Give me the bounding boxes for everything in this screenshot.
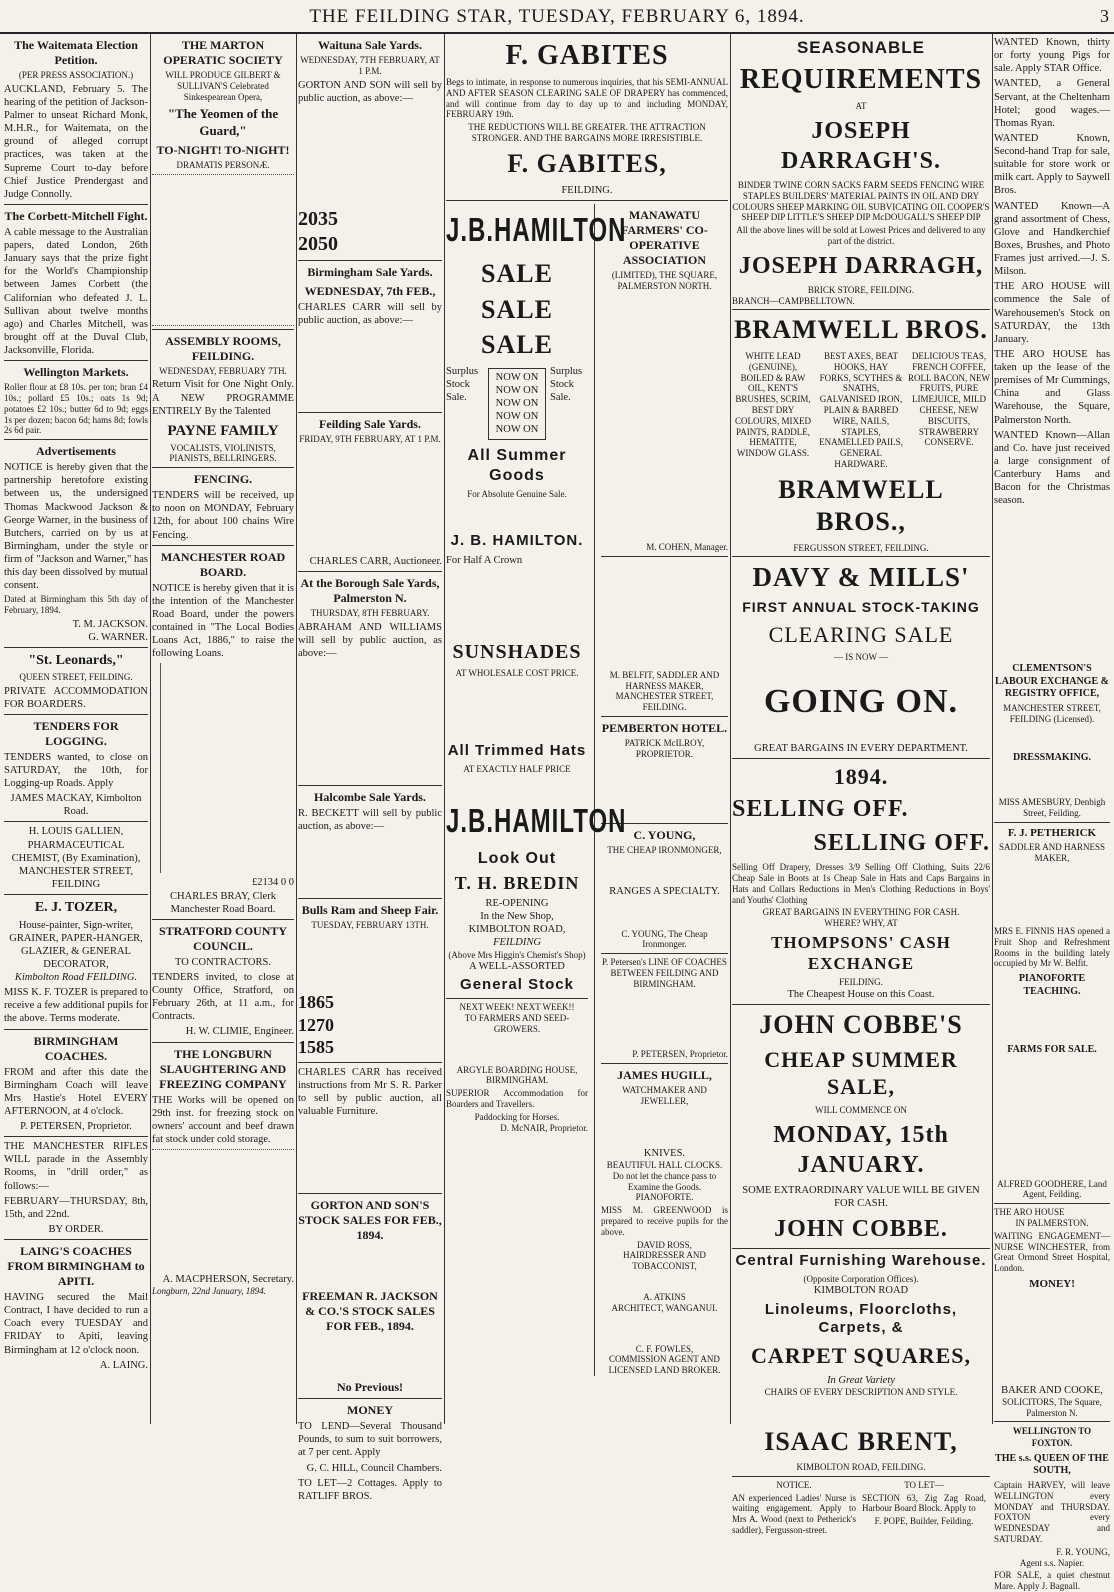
ad-darragh-note: All the above lines will be sold at Lowest Prices and delivered to any part of the district. [736, 225, 986, 247]
ad-young: C. YOUNG, [633, 827, 696, 842]
ad-gabites-feilding: FEILDING. [561, 185, 613, 197]
ad-queen-text: Captain HARVEY, will leave WELLINGTON every MONDAY and THURSDAY. FOXTON every WEDNESDAY and SATURDAY. [994, 1479, 1110, 1544]
ad-darragh-2: JOSEPH DARRAGH, [738, 252, 984, 279]
article-markets: Roller flour at £8 10s. per ton; bran £4 10s.; pollard £5 10s.; oats 1s 9d; potatoes £2 10s.; butter 6d to 9d; eggs 1s per dozen; bacon 6d; hams 8d; fowls 2s 6d pair. [4, 382, 148, 436]
ad-tozer: E. J. TOZER, [34, 900, 118, 916]
ad-gorton-sales: GORTON AND SON'S STOCK SALES FOR FEB., 1894. [298, 1198, 442, 1243]
column-rule [730, 34, 731, 1424]
stock-list [298, 107, 442, 207]
ad-darragh-brick: BRICK STORE, FEILDING. [807, 284, 915, 295]
ad-longburn: THE LONGBURN SLAUGHTERING AND FREEZING COMPANY [159, 1046, 287, 1091]
ad-goodhere: ALFRED GOODHERE, Land Agent, Feilding. [997, 1178, 1107, 1200]
ad-fencing: FENCING. [193, 472, 253, 487]
ad-dramatis: DRAMATIS PERSONÆ. [176, 159, 270, 170]
furniture-list [298, 1120, 442, 1190]
ad-feilding-sale-yards: Feilding Sale Yards. [319, 417, 421, 432]
ad-payne-family: PAYNE FAMILY [167, 422, 279, 439]
ad-young-sub: THE CHEAP IRONMONGER, [607, 844, 722, 855]
ad-piano-teaching: PIANOFORTE TEACHING. [1018, 973, 1086, 997]
ad-wanted-boxes: WANTED Known—A grand assortment of Chess, Glove and Handkerchief Boxes, Brushes, and Photo Frames just arrived.—J. S. Milson. [994, 200, 1110, 278]
ad-sunshades: SUNSHADES [452, 641, 582, 664]
ad-money-heading: MONEY! [1029, 1277, 1075, 1290]
ad-private-accommodation: PRIVATE ACCOMMODATION FOR BOARDERS. [4, 685, 148, 710]
ad-next-week: NEXT WEEK! NEXT WEEK!! [459, 1002, 575, 1013]
ad-sunshades-sub: AT WHOLESALE COST PRICE. [455, 668, 579, 679]
ad-reopening: RE-OPENING [485, 898, 549, 910]
ad-bramwell-col-b: BEST AXES, BEAT HOOKS, HAY FORKS, SCYTHES & SNATHS, GALVANISED IRON, PLAIN & BARBED WIRE, NAILS, STAPLES, ENAMELLED PAILS, GENERAL HARDWARE. [819, 350, 903, 469]
ad-gabites-title: F. GABITES [505, 40, 669, 71]
ad-stratford-text: TENDERS invited, to close at County Office, Stratford, on February 26th, at 11 a.m., for Contracts. [152, 971, 294, 1023]
ad-cheapest: The Cheapest House on this Coast. [787, 989, 935, 1001]
ad-darragh-list: BINDER TWINE CORN SACKS FARM SEEDS FENCING WIRE STAPLES BUILDERS' MATERIAL PAINTS IN OIL AND DRY COLOURS SHEEP MARKING OIL SUBVICATING OIL COOPER'S SHEEP DIP LITTLE'S SHEEP DIP McDOUGALL'S SHEEP DIP [732, 180, 990, 223]
column-rule [296, 34, 297, 1424]
ad-contractors: TO CONTRACTORS. [175, 956, 271, 968]
ad-farms-for-sale: FARMS FOR SALE. [1007, 1044, 1097, 1056]
ad-now-on: NOW ON [495, 398, 539, 410]
column-1 [4, 34, 148, 1424]
ad-commence: WILL COMMENCE ON [815, 1104, 907, 1115]
masthead [0, 6, 1114, 34]
ad-amesbury: MISS AMESBURY, Denbigh Street, Feilding. [998, 796, 1106, 818]
cast-list-block [152, 174, 294, 326]
ad-manchester-road-board: MANCHESTER ROAD BOARD. [160, 549, 286, 579]
ad-carr: CHARLES CARR will sell by public auction, as above:— [298, 301, 442, 326]
ad-sale-1: SALE [481, 259, 553, 289]
ad-sig-jackson: T. M. JACKSON. [72, 619, 148, 630]
ad-bramwell-col-a: WHITE LEAD (GENUINE), BOILED & RAW OIL, KENT'S BRUSHES, SCRIM, BEST DRY COLOURS, MIXED PAINTS, RADDLE, HEMATITE, WINDOW GLASS. [734, 350, 811, 459]
ad-now-on: NOW ON [495, 424, 539, 436]
ad-hugill-sub: WATCHMAKER AND JEWELLER, [622, 1085, 707, 1107]
ad-superior: SUPERIOR Accommodation for Boarders and Travellers. [446, 1088, 588, 1109]
ad-belfit: M. BELFIT, SADDLER AND HARNESS MAKER, MANCHESTER STREET, FEILDING. [609, 669, 720, 713]
ad-selling-off-2: SELLING OFF. [813, 830, 990, 857]
stock-list [298, 445, 442, 555]
column-4 [446, 34, 728, 1424]
ad-money: MONEY [347, 1403, 393, 1418]
column-2 [152, 34, 294, 1424]
ad-lend: TO LEND—Several Thousand Pounds, to sum to suit borrowers, at 7 per cent. Apply [298, 1421, 442, 1459]
ad-isaac-brent: ISAAC BRENT, [764, 1426, 958, 1456]
ad-bramwell-addr: FERGUSSON STREET, FEILDING. [793, 542, 929, 553]
ad-requirements: REQUIREMENTS [739, 64, 983, 96]
ad-yeomen: "The Yeomen of the Guard," [167, 106, 279, 138]
ad-clearing-sale: CLEARING SALE [768, 621, 954, 647]
page-number: 3 [1100, 6, 1110, 26]
headline-waitemata: The Waitemata Election Petition. [14, 38, 138, 67]
ad-tozer-address: Kimbolton Road FEILDING. [14, 972, 138, 984]
ad-tenders-heading: TENDERS FOR LOGGING. [33, 718, 119, 748]
ad-hamilton-logo-2: J.B.HAMILTON [446, 801, 627, 840]
ad-new-shop: In the New Shop, [480, 911, 554, 923]
ad-baker-cooke-sub: SOLICITORS, The Square, Palmerston N. [1002, 1396, 1102, 1418]
ad-feilding-sale-date: FRIDAY, 9TH FEBRUARY, AT 1 P.M. [299, 434, 441, 445]
ad-st-leonards-addr: QUEEN STREET, FEILDING. [19, 671, 133, 682]
article-waitemata: AUCKLAND, February 5. The hearing of the petition of Jackson-Palmer to unseat Richard Monk, M.H.R., for Waitemata, on the ground of alleged corrupt practices, was taken at the Supreme Court to-day before Chief Justice Prendergast and Judge Connolly. [4, 83, 148, 200]
ad-aro-house-3-sub: IN PALMERSTON. [1015, 1217, 1089, 1228]
ad-marton-operatic: THE MARTON OPERATIC SOCIETY [163, 38, 283, 67]
ad-gorton: GORTON AND SON will sell by public auction, as above:— [298, 79, 442, 104]
ad-mackay: JAMES MACKAY, Kimbolton Road. [10, 793, 142, 818]
ad-climie: H. W. CLIMIE, Engineer. [185, 1026, 294, 1038]
ad-surplus-right: Surplus Stock Sale. [550, 365, 583, 404]
ad-baker-cooke: BAKER AND COOKE, [1001, 1384, 1103, 1396]
column-6 [994, 34, 1110, 1592]
ad-aro-house-2: THE ARO HOUSE has taken up the lease of the premises of Mr Cummings, China and Glass Warehouse, the Square, Palmerston North. [994, 348, 1110, 426]
ad-kimbolton: KIMBOLTON ROAD, [468, 924, 566, 936]
ad-birmingham-coaches: BIRMINGHAM COACHES. [33, 1033, 119, 1063]
ad-longburn-date: Longburn, 22nd January, 1894. [152, 1286, 267, 1297]
column-rule [150, 34, 151, 1424]
ad-cohen: M. COHEN, Manager. [646, 542, 728, 552]
ad-kimbolton-road: KIMBOLTON ROAD [813, 1285, 909, 1297]
ad-atkins: A. ATKINS [643, 1291, 686, 1302]
ad-petherick-sub: SADDLER AND HARNESS MAKER, [998, 842, 1105, 864]
ad-tonight: TO-NIGHT! TO-NIGHT! [156, 142, 290, 157]
ad-where: WHERE? WHY, AT [824, 918, 898, 929]
lot-2035: 2035 [298, 207, 338, 230]
ad-sale-3: SALE [481, 330, 553, 360]
ad-rifles: THE MANCHESTER RIFLES WILL parade in the Assembly Rooms, in "drill order," as follows:— [4, 1141, 148, 1192]
sales-schedule [298, 1336, 442, 1376]
ad-look-out: Look Out [477, 849, 557, 867]
headline-advertisements: Advertisements [36, 444, 116, 459]
sales-schedule [298, 1245, 442, 1285]
ad-gabites-text: Begs to intimate, in response to numerous inquiries, that his SEMI-ANNUAL AND AFTER SEASON CLEARING SALE OF DRAPERY has commenced, and will continue from day to day up to and including MONDAY, FEBRUARY 19th. [446, 77, 728, 120]
ad-tozer-trades: House-painter, Sign-writer, GRAINER, PAPER-HANGER, GLAZIER, & GENERAL DECORATOR, [9, 919, 143, 970]
ad-aro-house-1: THE ARO HOUSE will commence the Sale of Warehousemen's Stock on SATURDAY, the 13th January. [994, 281, 1110, 345]
column-5 [732, 34, 990, 1535]
ad-well-assorted: A WELL-ASSORTED [469, 961, 565, 973]
ad-nurse-text: AN experienced Ladies' Nurse is waiting engagement. Apply to Mrs A. Wood (next to Petherick's saddler), Fergusson-street. [732, 1492, 856, 1535]
ad-branch: BRANCH—CAMPBELLTOWN. [732, 295, 855, 306]
ad-notice-date: Dated at Birmingham this 5th day of February, 1894. [4, 594, 148, 616]
ad-general-stock: General Stock [460, 976, 574, 994]
ad-higgins: (Above Mrs Higgin's Chemist's Shop) [448, 949, 586, 960]
ad-clementsons-sub: MANCHESTER STREET, FEILDING (Licensed). [1003, 702, 1101, 724]
ad-now-on: NOW ON [495, 371, 539, 383]
ad-petherick: F. J. PETHERICK [1007, 826, 1097, 839]
ad-freeman-sales: FREEMAN R. JACKSON & CO.'S STOCK SALES FOR FEB., 1894. [302, 1289, 438, 1334]
ad-abraham-williams: ABRAHAM AND WILLIAMS will sell by public auction, as above:— [298, 621, 442, 660]
ad-fr-young-sub: Agent s.s. Napier. [1019, 1557, 1085, 1568]
ad-borough-sale-yards: At the Borough Sale Yards, Palmerston N. [300, 576, 440, 606]
ad-ross: DAVID ROSS, [637, 1239, 692, 1250]
column-rule [992, 34, 993, 1424]
ad-linoleums: Linoleums, Floorcloths, Carpets, & [764, 1300, 958, 1337]
ad-no-previous: No Previous! [336, 1380, 404, 1395]
article-corbett: A cable message to the Australian papers, dated London, 26th January says that the prize fight for the World's Championship between James Corbett (the Californian who defeated J. L. Sullivan about twelve months ago) and Charles Mitchell, was brought off at the Duval Club, Jacksonville, Florida. [4, 226, 148, 357]
ad-laing: LAING'S COACHES FROM BIRMINGHAM to APITI. [7, 1244, 145, 1289]
ad-gallien: H. LOUIS GALLIEN, PHARMACEUTICAL CHEMIST, (By Examination), MANCHESTER STREET, FEILDING [11, 826, 141, 890]
ad-thompsons: THOMPSONS' CASH EXCHANGE [771, 932, 951, 974]
ad-fr-young: F. R. YOUNG, [1056, 1546, 1110, 1557]
ad-fencing-text: TENDERS will be received, up to noon on MONDAY, February 12th, for about 100 chains Wire Fencing. [152, 490, 294, 541]
ad-nurse-winchester: WAITING ENGAGEMENT—NURSE WINCHESTER, from Great Ormond Street Hospital, London. [994, 1230, 1110, 1274]
ad-selling-off: SELLING OFF. [732, 796, 909, 823]
ad-argyle: ARGYLE BOARDING HOUSE, BIRMINGHAM. [456, 1064, 578, 1086]
ad-gabites-2: F. GABITES, [507, 148, 667, 178]
ad-stratford: STRATFORD COUNTY COUNCIL. [158, 923, 288, 953]
stock-list [298, 329, 442, 409]
ad-hamilton-name: J. B. HAMILTON. [450, 532, 584, 550]
ad-going-on: GOING ON. [763, 683, 959, 721]
ad-manawatu: MANAWATU FARMERS' CO-OPERATIVE ASSOCIATION [621, 208, 708, 268]
ad-laing-sig: A. LAING. [99, 1359, 148, 1371]
ad-hill: G. C. HILL, Council Chambers. [306, 1462, 442, 1474]
ad-bulls: Bulls Ram and Sheep Fair. [301, 903, 439, 918]
ad-laing-text: HAVING secured the Mail Contract, I have decided to run a Coach every TUESDAY and FRIDAY to Apiti, leaving Birmingham at 12 o'clock noon. [4, 1292, 148, 1356]
ad-davy-mills: DAVY & MILLS' [752, 562, 970, 593]
ad-cobbe: JOHN COBBE'S [759, 1010, 963, 1040]
ad-farmers: TO FARMERS AND SEED-GROWERS. [464, 1013, 570, 1034]
ad-by-order: BY ORDER. [48, 1223, 104, 1235]
ad-rifles-dates: FEBRUARY—THURSDAY, 8th, 15th, and 22nd. [4, 1195, 148, 1220]
ad-selling-list: Selling Off Drapery, Dresses 3/9 Selling Off Clothing, Suits 22/6 Cheap Sale in Boots at 1s Cheap Sale in Hats and Caps Bargains in Hats and Collars Reductions in Men's Clothing Reductions in Boys' and Youths' Clothing [732, 862, 990, 905]
ad-summer-goods: All Summer Goods [467, 446, 567, 484]
lot-1585: 1585 [298, 1037, 334, 1058]
ad-clementsons: CLEMENTSON'S LABOUR EXCHANGE & REGISTRY OFFICE, [995, 663, 1109, 700]
ad-cheap-summer: CHEAP SUMMER SALE, [764, 1046, 958, 1100]
headline-corbett: The Corbett-Mitchell Fight. [4, 208, 148, 223]
ad-at: AT [855, 101, 867, 112]
ad-half-crown: For Half A Crown [446, 555, 523, 567]
ad-young-sig: C. YOUNG, The Cheap Ironmonger. [621, 928, 708, 950]
ad-central-sub: (Opposite Corporation Offices). [803, 1273, 919, 1284]
ad-is-now: — IS NOW — [833, 652, 889, 663]
ad-hamilton-logo: J.B.HAMILTON [446, 211, 627, 250]
ad-monday: MONDAY, 15th JANUARY. [773, 1121, 949, 1178]
ad-chairs: CHAIRS OF EVERY DESCRIPTION AND STYLE. [764, 1386, 958, 1397]
ad-great-variety: In Great Variety [827, 1374, 895, 1386]
ad-value: SOME EXTRAORDINARY VALUE WILL BE GIVEN [742, 1184, 980, 1196]
ad-for-cash-2: FOR CASH. [834, 1197, 888, 1209]
ad-pianoforte: PIANOFORTE. [635, 1192, 694, 1203]
ad-borough-date: THURSDAY, 8TH FEBRUARY. [310, 608, 430, 619]
ad-birmingham-sale-date: WEDNESDAY, 7th FEB., [304, 283, 436, 298]
ad-brent-addr: KIMBOLTON ROAD, FEILDING. [796, 1462, 926, 1472]
ad-wanted-trap: WANTED Known, Second-hand Trap for sale, suitable for store work or milk cart. Apply to Saywell Bros. [994, 132, 1110, 197]
ad-knives: KNIVES. [643, 1147, 686, 1159]
ad-petersen: P. PETERSEN, Proprietor. [20, 1121, 132, 1133]
column-rule [444, 34, 445, 1424]
ad-partnership-notice: NOTICE is hereby given that the partnership heretofore existing between us, the undersigned Thomas Mackwood Jackson & George Warner, in the business of Butchers, carried on by us at Birmingham, under the style or firm of "Jackson and Warner," has this day been dissolved by mutual consent. [4, 462, 148, 592]
ad-payne-sub: VOCALISTS, VIOLINISTS, PIANISTS, BELLRINGERS. [169, 442, 277, 464]
lot-1270: 1270 [298, 1014, 334, 1035]
ad-atkins-sub: ARCHITECT, WANGANUI. [611, 1302, 718, 1313]
ad-bramwell-col-c: DELICIOUS TEAS, FRENCH COFFEE, ROLL BACON, NEW FRUITS, PURE LIMEJUICE, MILD CHEESE, NEW BISCUITS, STRAWBERRY CONSERVE. [908, 350, 990, 448]
ad-petersens-coaches: P. Petersen's LINE OF COACHES BETWEEN FEILDING AND BIRMINGHAM. [602, 957, 727, 989]
ad-now-on: NOW ON [495, 411, 539, 423]
ad-thompsons-sub: FEILDING. [839, 977, 883, 988]
ad-trimmed-hats: All Trimmed Hats [447, 742, 587, 759]
ad-beckett: R. BECKETT will sell by public auction, as above:— [298, 808, 442, 833]
ad-chas-bray: CHARLES BRAY, Clerk Manchester Road Board. [170, 890, 276, 915]
ad-to-let-text: SECTION 63, Zig Zag Road, Harbour Board Block. Apply to [862, 1492, 986, 1514]
ad-for-cash: GREAT BARGAINS IN EVERYTHING FOR CASH. [762, 907, 960, 918]
press-association: (PER PRESS ASSOCIATION.) [18, 70, 134, 80]
ad-paddocking: Paddocking for Horses. [474, 1111, 560, 1122]
lot-2050: 2050 [298, 232, 338, 255]
ad-payne-text: Return Visit for One Night Only. A NEW PROGRAMME ENTIRELY By the Talented [152, 379, 294, 417]
ad-bredin: T. H. BREDIN [454, 872, 580, 893]
ad-do-not: Do not let the chance pass to Examine the Goods. [612, 1170, 717, 1192]
ad-tenders-text: TENDERS wanted, to close on SATURDAY, the 10th, for Logging-up Roads. Apply [4, 751, 148, 790]
longburn-rates-block [152, 1149, 294, 1270]
ad-greenwood: MISS M. GREENWOOD is prepared to receive pupils for the above. [600, 1205, 728, 1237]
ad-pope: F. POPE, Builder, Feilding. [874, 1516, 974, 1527]
ad-gabites-text-2: THE REDUCTIONS WILL BE GREATER. THE ATTRACTION STRONGER. AND THE BARGAINS MORE IRRESISTIBLE. [468, 122, 706, 143]
ad-bramwell: BRAMWELL BROS. [734, 315, 988, 345]
ad-year: 1894. [833, 763, 889, 789]
ad-surplus-left: Surplus Stock Sale. [446, 365, 479, 404]
ad-for-sale-mare: FOR SALE, a quiet chestnut Mare. Apply J. Bagnall. [994, 1570, 1110, 1592]
ad-summer-sub: For Absolute Genuine Sale. [467, 488, 567, 499]
ad-macpherson: A. MACPHERSON, Secretary. [162, 1274, 294, 1286]
ad-bramwell-2: BRAMWELL BROS., [778, 474, 944, 537]
ad-wanted-servant: WANTED, a General Servant, at the Cheltenham Hotel; good wages.—Thomas Ryan. [994, 78, 1110, 129]
ad-mrd-text: NOTICE is hereby given that it is the intention of the Manchester Road Board, under the powers contained in "The Local Bodies Loans Act, 1886," to raise the following Loans. [152, 582, 294, 660]
lot-1865: 1865 [298, 992, 334, 1013]
stock-list [298, 931, 442, 991]
ad-halcombe: Halcombe Sale Yards. [314, 790, 426, 805]
ad-assembly-rooms: ASSEMBLY ROOMS, FEILDING. [165, 333, 281, 363]
ad-manawatu-sub: (LIMITED), THE SQUARE, PALMERSTON NORTH. [611, 270, 718, 292]
ad-ranges: RANGES A SPECIALTY. [609, 886, 720, 898]
ad-longburn-text: THE Works will be opened on 29th inst. for freezing stock on owners' account and beef drawn fat stock under cold storage. [152, 1094, 294, 1145]
ad-birmingham-sale-yards: Birmingham Sale Yards. [307, 264, 433, 279]
ad-mcilroy: PATRICK McILROY, PROPRIETOR. [624, 737, 705, 759]
column-3 [298, 34, 442, 1502]
ad-trimmed-sub: AT EXACTLY HALF PRICE [463, 763, 571, 774]
stock-list [298, 835, 442, 895]
ad-hugill: JAMES HUGILL, [617, 1068, 712, 1083]
ad-pemberton: PEMBERTON HOTEL. [601, 720, 728, 735]
masthead-title: THE FEILDING STAR, TUESDAY, FEBRUARY 6, 1894. [309, 6, 805, 27]
ad-fowles: C. F. FOWLES, [635, 1343, 694, 1354]
ad-darragh: JOSEPH DARRAGH'S. [780, 118, 941, 175]
ad-payne-date: WEDNESDAY, FEBRUARY 7TH. [159, 365, 287, 376]
ad-fowles-sub: COMMISSION AGENT AND LICENSED LAND BROKER. [608, 1354, 721, 1376]
headline-markets: Wellington Markets. [23, 365, 129, 380]
ad-dressmaking: DRESSMAKING. [1012, 752, 1092, 764]
ad-wanted-pigs: WANTED Known, thirty or forty young Pigs for sale. Apply STAR Office. [994, 37, 1110, 75]
ad-carpet-squares: CARPET SQUARES, [751, 1343, 971, 1369]
ad-st-leonards: "St. Leonards," [28, 653, 124, 669]
ad-mcnair: D. McNAIR, Proprietor. [500, 1122, 588, 1133]
ad-waituna: Waituna Sale Yards. [318, 38, 422, 52]
ad-ross-sub: HAIRDRESSER AND TOBACCONIST, [623, 1250, 706, 1272]
ad-wanted-hams: WANTED Known—Allan and Co. have just received a large consignment of Canterbury Hams and Bacon for the Christmas season. [994, 429, 1110, 507]
stock-list [298, 662, 442, 782]
ad-great-bargains: GREAT BARGAINS IN EVERY DEPARTMENT. [754, 742, 968, 754]
ad-seasonable: SEASONABLE [796, 38, 926, 57]
ad-waituna-date: WEDNESDAY, 7TH FEBRUARY, AT 1 P.M. [300, 55, 440, 76]
ad-finnis: MRS E. FINNIS HAS opened a Fruit Shop and Refreshment Rooms in the building lately occupied by Mr W. Belfit. [994, 925, 1110, 969]
ad-nurse-notice: NOTICE. [776, 1479, 812, 1490]
ad-foxton: WELLINGTON TO FOXTON. [1012, 1426, 1092, 1448]
ad-queen-south: THE s.s. QUEEN OF THE SOUTH, [995, 1452, 1109, 1477]
ad-miss-tozer: MISS K. F. TOZER is prepared to receive a few additional pupils for the above. Terms moderate. [4, 987, 148, 1025]
ad-bulls-date: TUESDAY, FEBRUARY 13TH. [311, 920, 429, 931]
ad-first-annual: FIRST ANNUAL STOCK-TAKING [742, 599, 980, 616]
ad-now-on: NOW ON [495, 385, 539, 397]
ad-carr-sig: CHARLES CARR, Auctioneer. [309, 555, 442, 567]
ad-sig-warner: G. WARNER. [88, 632, 148, 644]
ad-petersen-sig: P. PETERSEN, Proprietor. [632, 1049, 728, 1060]
ad-central-furnishing: Central Furnishing Warehouse. [735, 1251, 987, 1269]
ad-carr-furniture: CHARLES CARR has received instructions from Mr S. R. Parker to sell by public auction, all valuable Furniture. [298, 1066, 442, 1118]
ad-let-cottages: TO LET—2 Cottages. Apply to RATLIFF BROS. [298, 1477, 442, 1502]
ad-hall-clocks: BEAUTIFUL HALL CLOCKS. [606, 1160, 723, 1170]
loans-list-block [160, 663, 294, 873]
ad-birmingham-text: FROM and after this date the Birmingham Coach will leave Mrs Hastie's Hotel EVERY AFTERNOON, at 4 o'clock. [4, 1066, 148, 1117]
ad-aro-house-3: THE ARO HOUSE [994, 1207, 1065, 1218]
ad-marton-sub: WILL PRODUCE GILBERT & SULLIVAN'S Celebrated Sinkespearean Opera, [165, 70, 281, 102]
ad-sale-2: SALE [481, 294, 553, 324]
ad-mrd-total: £2134 0 0 [252, 877, 294, 889]
ad-to-let: TO LET— [904, 1479, 944, 1490]
ad-feilding: FEILDING [493, 937, 541, 949]
ad-cobbe-2: JOHN COBBE. [774, 1215, 948, 1242]
